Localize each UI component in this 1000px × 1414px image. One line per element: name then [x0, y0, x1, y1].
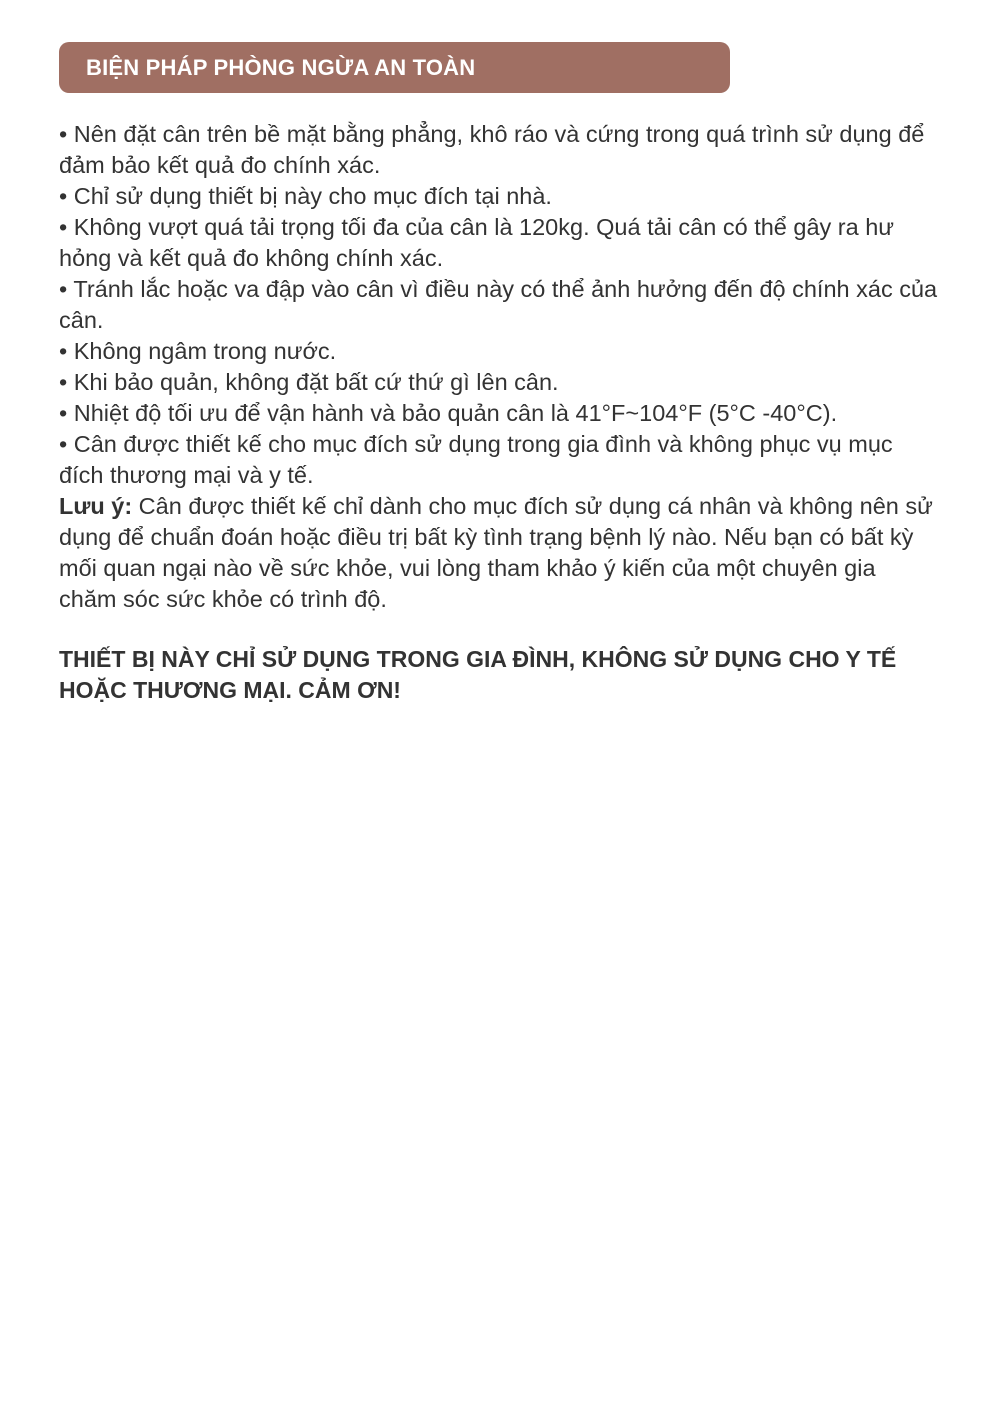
- precaution-line: • Không ngâm trong nước.: [59, 338, 337, 364]
- precaution-line: cân.: [59, 307, 104, 333]
- precaution-line: • Nhiệt độ tối ưu để vận hành và bảo quản cân là 41°F~104°F (5°C -40°C).: [59, 400, 838, 426]
- note-label: Lưu ý:: [59, 493, 133, 519]
- precaution-line: đích thương mại và y tế.: [59, 462, 314, 488]
- note-line: dụng để chuẩn đoán hoặc điều trị bất kỳ tình trạng bệnh lý nào. Nếu bạn có bất kỳ: [59, 524, 914, 550]
- section-title: BIỆN PHÁP PHÒNG NGỪA AN TOÀN: [86, 54, 476, 80]
- precaution-line: • Không vượt quá tải trọng tối đa của cân là 120kg. Quá tải cân có thể gây ra hư: [59, 214, 895, 240]
- closing-line: THIẾT BỊ NÀY CHỈ SỬ DỤNG TRONG GIA ĐÌNH, KHÔNG SỬ DỤNG CHO Y TẾ: [59, 646, 897, 672]
- closing-statement: [59, 644, 945, 706]
- precaution-line: • Nên đặt cân trên bề mặt bằng phẳng, khô ráo và cứng trong quá trình sử dụng để: [59, 121, 925, 147]
- note-text: Cân được thiết kế chỉ dành cho mục đích sử dụng cá nhân và không nên sử: [132, 493, 933, 519]
- precaution-line: • Cân được thiết kế cho mục đích sử dụng trong gia đình và không phục vụ mục: [59, 431, 893, 457]
- precaution-line: hỏng và kết quả đo không chính xác.: [59, 245, 444, 271]
- precaution-line: • Tránh lắc hoặc va đập vào cân vì điều này có thể ảnh hưởng đến độ chính xác của: [59, 276, 938, 302]
- note-line: chăm sóc sức khỏe có trình độ.: [59, 586, 387, 612]
- section-header-bar: [59, 42, 730, 93]
- precautions-body: [59, 119, 945, 615]
- precaution-line: • Khi bảo quản, không đặt bất cứ thứ gì lên cân.: [59, 369, 559, 395]
- note-line: mối quan ngại nào về sức khỏe, vui lòng tham khảo ý kiến của một chuyên gia: [59, 555, 876, 581]
- closing-line: HOẶC THƯƠNG MẠI. CẢM ƠN!: [59, 677, 401, 703]
- precaution-line: • Chỉ sử dụng thiết bị này cho mục đích tại nhà.: [59, 183, 552, 209]
- note-line: [59, 491, 945, 522]
- precaution-line: đảm bảo kết quả đo chính xác.: [59, 152, 381, 178]
